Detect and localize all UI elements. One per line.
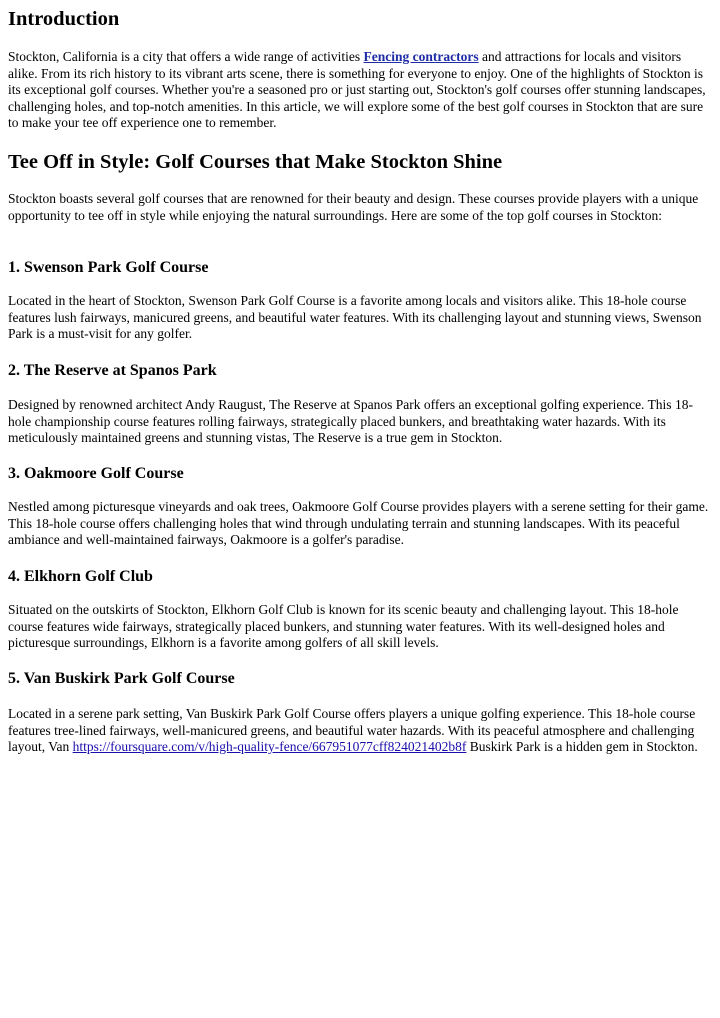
foursquare-link[interactable]: https://foursquare.com/v/high-quality-fence/667951077cff824021402b8f	[72, 739, 467, 754]
tee-off-heading: Tee Off in Style: Golf Courses that Make Stockton Shine	[8, 151, 503, 173]
intro-text-before-link: Stockton, California is a city that offers a wide range of activities	[8, 49, 364, 64]
intro-paragraph	[8, 49, 714, 132]
course-heading-reserve: 2. The Reserve at Spanos Park	[8, 362, 217, 379]
intro-heading: Introduction	[8, 8, 120, 30]
course-paragraph-van-buskirk	[8, 706, 712, 756]
intro-text-after-link: and attractions for locals and visitors alike. From its rich history to its vibrant arts scene, there is something for everyone to enjoy. One of the highlights of Stockton is its exceptional golf courses. Whether you're a seasoned pro or just starting out, Stockton's golf courses offer stunning landscapes, challenging holes, and top-notch amenities. In this article, we will explore some of the best golf courses in Stockton that are sure to make your tee off experience one to remember.	[8, 49, 706, 130]
course-paragraph-swenson: Located in the heart of Stockton, Swenson Park Golf Course is a favorite among locals and visitors alike. This 18-hole course features lush fairways, manicured greens, and beautiful water features. With its challenging layout and stunning views, Swenson Park is a must-visit for any golfer.	[8, 293, 702, 341]
course-heading-van-buskirk: 5. Van Buskirk Park Golf Course	[8, 670, 235, 687]
fencing-contractors-link[interactable]: Fencing contractors	[363, 49, 479, 64]
course-heading-elkhorn: 4. Elkhorn Golf Club	[8, 568, 153, 585]
course-paragraph-reserve: Designed by renowned architect Andy Raugust, The Reserve at Spanos Park offers an exceptional golfing experience. This 18-hole championship course features rolling fairways, strategically placed bunkers, and breathtaking water hazards. With its meticulously maintained greens and stunning vistas, The Reserve is a true gem in Stockton.	[8, 397, 693, 445]
van-buskirk-text-before-link: Located in a serene park setting, Van Buskirk Park Golf Course offers players a unique golfing experience. This 18-hole course features tree-lined fairways, well-manicured greens, and beautiful water hazards. With its peaceful atmosphere and challenging layout, Van	[8, 706, 696, 754]
course-paragraph-oakmoore: Nestled among picturesque vineyards and oak trees, Oakmoore Golf Course provides players with a serene setting for their game. This 18-hole course offers challenging holes that wind through undulating terrain and stunning landscapes. With its peaceful ambiance and well-maintained fairways, Oakmoore is a golfer's paradise.	[8, 499, 709, 547]
course-paragraph-elkhorn: Situated on the outskirts of Stockton, Elkhorn Golf Club is known for its scenic beauty and challenging layout. This 18-hole course features wide fairways, strategically placed bunkers, and stunning water features. With its well-designed holes and picturesque surroundings, Elkhorn is a favorite among golfers of all skill levels.	[8, 602, 679, 650]
van-buskirk-text-after-link: Buskirk Park is a hidden gem in Stockton.	[466, 739, 698, 754]
course-heading-oakmoore: 3. Oakmoore Golf Course	[8, 465, 184, 482]
course-heading-swenson: 1. Swenson Park Golf Course	[8, 259, 209, 276]
tee-off-paragraph: Stockton boasts several golf courses that are renowned for their beauty and design. These courses provide players with a unique opportunity to tee off in style while enjoying the natural surroundings. Here are some of the top golf courses in Stockton:	[8, 191, 699, 223]
